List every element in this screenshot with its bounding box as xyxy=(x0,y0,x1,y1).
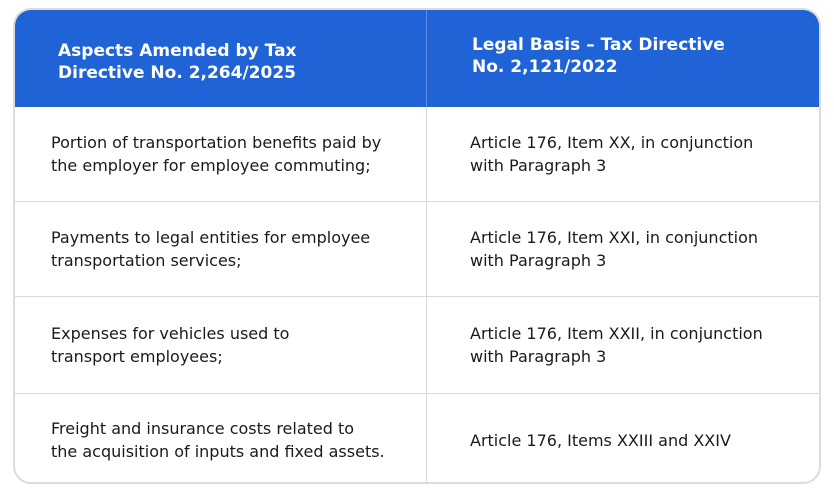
aspect-text: Expenses for vehicles used to transport employees; xyxy=(51,324,290,366)
header-legal-basis-label: Legal Basis – Tax Directive No. 2,121/2022 xyxy=(472,34,725,77)
basis-cell xyxy=(427,202,819,296)
basis-text: Article 176, Item XXI, in conjunction with Paragraph 3 xyxy=(470,228,759,270)
header-aspects-amended-label: Aspects Amended by Tax Directive No. 2,264/2025 xyxy=(58,40,297,83)
amendments-table xyxy=(13,8,821,484)
basis-cell xyxy=(427,394,819,484)
table-row xyxy=(15,393,819,484)
aspect-cell xyxy=(15,107,427,201)
aspect-text: Portion of transportation benefits paid by the employer for employee commuting; xyxy=(51,133,382,175)
aspect-text: Freight and insurance costs related to the acquisition of inputs and fixed assets. xyxy=(51,419,385,461)
basis-text: Article 176, Item XXII, in conjunction with Paragraph 3 xyxy=(470,324,763,366)
basis-text: Article 176, Items XXIII and XXIV xyxy=(470,430,731,450)
aspect-cell xyxy=(15,202,427,296)
table-row xyxy=(15,201,819,296)
basis-cell xyxy=(427,107,819,201)
aspect-text: Payments to legal entities for employee transportation services; xyxy=(51,228,371,270)
basis-text: Article 176, Item XX, in conjunction with Paragraph 3 xyxy=(470,133,754,175)
table-row xyxy=(15,107,819,201)
table-header-row xyxy=(15,10,819,107)
table-row xyxy=(15,296,819,393)
basis-cell xyxy=(427,297,819,393)
header-legal-basis xyxy=(427,10,819,107)
aspect-cell xyxy=(15,394,427,484)
header-aspects-amended xyxy=(15,10,427,107)
aspect-cell xyxy=(15,297,427,393)
